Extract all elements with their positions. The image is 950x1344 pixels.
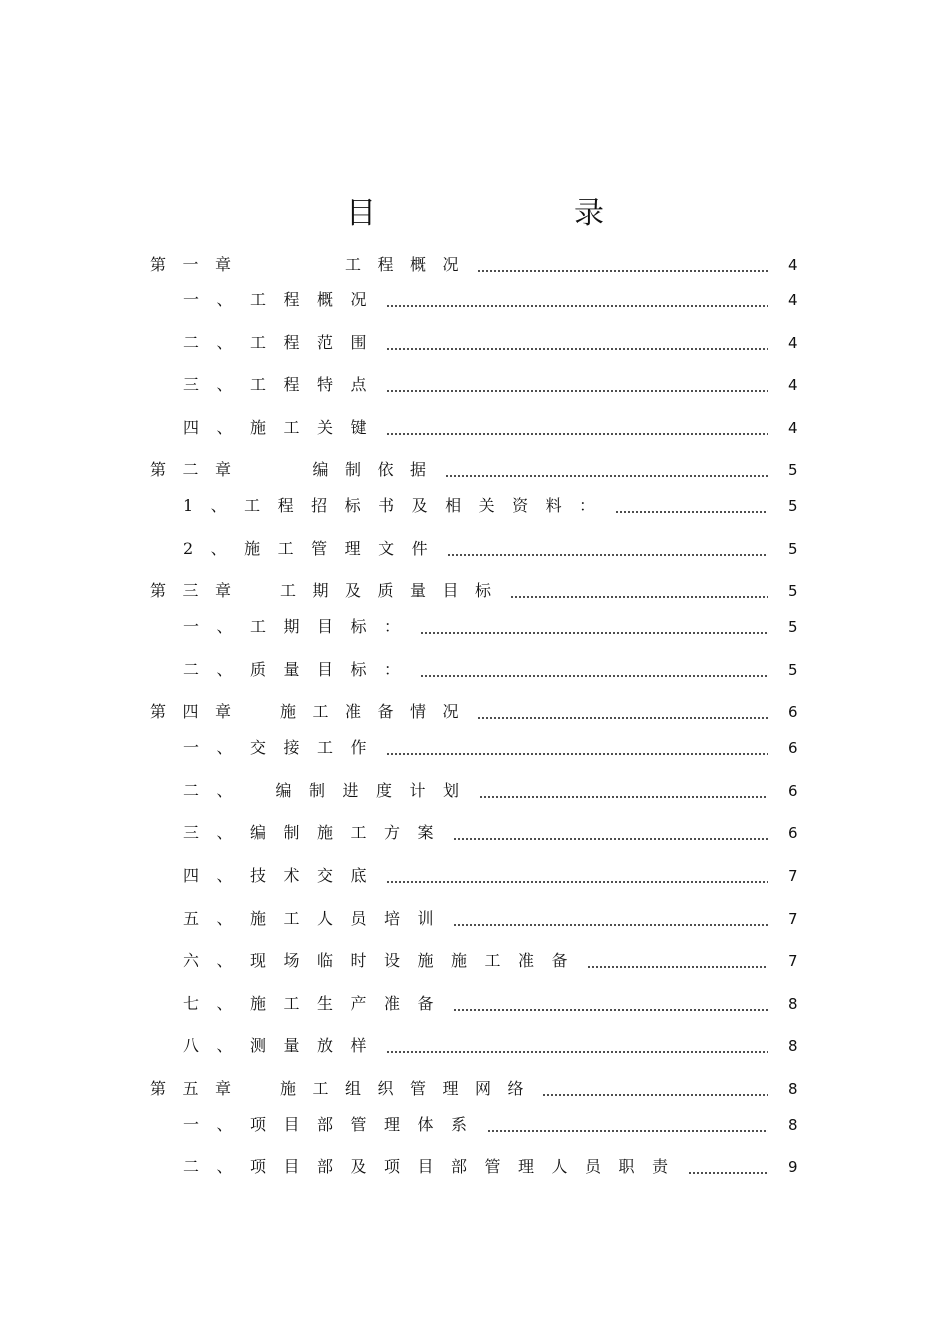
dot-leader xyxy=(688,1172,768,1174)
dot-leader xyxy=(386,390,768,392)
toc-entry[interactable] xyxy=(183,331,796,355)
toc-entry-text: 一、工程概况 xyxy=(183,290,385,309)
toc-entry-text: 一、项目部管理体系 xyxy=(183,1115,485,1134)
toc-entry-text: 一、工期目标： xyxy=(183,617,418,636)
toc-entry[interactable] xyxy=(183,537,796,561)
dot-leader xyxy=(542,1094,768,1096)
dot-leader xyxy=(420,632,768,634)
toc-entry[interactable] xyxy=(183,992,796,1016)
toc-entry-text: 四、施工关键 xyxy=(183,418,385,437)
toc-page-number: 4 xyxy=(788,256,798,274)
toc-entry[interactable] xyxy=(150,253,796,277)
toc-entry[interactable] xyxy=(183,615,796,639)
dot-leader xyxy=(453,838,768,840)
toc-entry[interactable] xyxy=(183,779,796,803)
toc-entry[interactable] xyxy=(150,458,796,482)
toc-page-number: 5 xyxy=(788,497,798,515)
toc-entry[interactable] xyxy=(183,1155,796,1179)
dot-leader xyxy=(386,881,768,883)
toc-page-number: 9 xyxy=(788,1158,798,1176)
dot-leader xyxy=(477,717,768,719)
dot-leader xyxy=(487,1130,768,1132)
toc-page-number: 6 xyxy=(788,703,798,721)
toc-title: 目 录 xyxy=(346,196,650,231)
toc-entry[interactable] xyxy=(183,1034,796,1058)
toc-entry-text: 三、编制施工方案 xyxy=(183,823,452,842)
toc-page-number: 5 xyxy=(788,461,798,479)
toc-entry-text: 七、施工生产准备 xyxy=(183,994,452,1013)
toc-entry[interactable] xyxy=(150,1077,796,1101)
toc-page-number: 4 xyxy=(788,419,798,437)
dot-leader xyxy=(510,596,768,598)
toc-page-number: 4 xyxy=(788,291,798,309)
toc-page-number: 7 xyxy=(788,952,798,970)
toc-entry[interactable] xyxy=(183,736,796,760)
toc-entry-text: 二、工程范围 xyxy=(183,333,385,352)
toc-page-number: 8 xyxy=(788,1037,798,1055)
toc-entry-text: 二、质量目标： xyxy=(183,660,418,679)
dot-leader xyxy=(453,1009,768,1011)
dot-leader xyxy=(447,554,768,556)
toc-page-number: 5 xyxy=(788,582,798,600)
toc-entry-text: 二、 编制进度计划 xyxy=(183,781,477,800)
toc-entry[interactable] xyxy=(183,494,796,518)
toc-page-number: 7 xyxy=(788,910,798,928)
toc-page-number: 7 xyxy=(788,867,798,885)
toc-entry[interactable] xyxy=(183,373,796,397)
toc-entry[interactable] xyxy=(183,949,796,973)
dot-leader xyxy=(477,270,768,272)
dot-leader xyxy=(445,475,768,477)
toc-page-number: 5 xyxy=(788,661,798,679)
toc-page-number: 6 xyxy=(788,824,798,842)
toc-entry-text: 第四章 施工准备情况 xyxy=(150,702,476,721)
toc-page-number: 8 xyxy=(788,1080,798,1098)
toc-entry[interactable] xyxy=(183,658,796,682)
dot-leader xyxy=(386,305,768,307)
toc-entry[interactable] xyxy=(150,700,796,724)
toc-page-number: 8 xyxy=(788,1116,798,1134)
dot-leader xyxy=(615,511,768,513)
toc-entry[interactable] xyxy=(150,579,796,603)
toc-entry-text: 四、技术交底 xyxy=(183,866,385,885)
toc-page-number: 4 xyxy=(788,376,798,394)
toc-entry-text: 第二章 编制依据 xyxy=(150,460,443,479)
dot-leader xyxy=(386,1051,768,1053)
toc-entry-text: 第三章 工期及质量目标 xyxy=(150,581,508,600)
dot-leader xyxy=(479,796,768,798)
toc-page-number: 5 xyxy=(788,540,798,558)
toc-entry[interactable] xyxy=(183,288,796,312)
toc-entry-text: 1、工程招标书及相关资料： xyxy=(183,496,613,515)
toc-entry-text: 第一章 工程概况 xyxy=(150,255,476,274)
toc-entry[interactable] xyxy=(183,821,796,845)
toc-entry[interactable] xyxy=(183,907,796,931)
toc-entry[interactable] xyxy=(183,1113,796,1137)
toc-entry-text: 二、项目部及项目部管理人员职责 xyxy=(183,1157,686,1176)
dot-leader xyxy=(386,433,768,435)
dot-leader xyxy=(386,753,768,755)
toc-entry-text: 八、测量放样 xyxy=(183,1036,385,1055)
dot-leader xyxy=(587,966,768,968)
toc-page-number: 5 xyxy=(788,618,798,636)
dot-leader xyxy=(386,348,768,350)
toc-page-number: 8 xyxy=(788,995,798,1013)
toc-entry-text: 一、交接工作 xyxy=(183,738,385,757)
toc-entry[interactable] xyxy=(183,864,796,888)
toc-entry-text: 三、工程特点 xyxy=(183,375,385,394)
toc-entry-text: 六、现场临时设施施工准备 xyxy=(183,951,586,970)
toc-page-number: 6 xyxy=(788,782,798,800)
dot-leader xyxy=(453,924,768,926)
toc-entry-text: 2、施工管理文件 xyxy=(183,539,446,558)
toc-entry-text: 第五章 施工组织管理网络 xyxy=(150,1079,541,1098)
toc-entry-text: 五、施工人员培训 xyxy=(183,909,452,928)
toc-entry[interactable] xyxy=(183,416,796,440)
toc-page-number: 4 xyxy=(788,334,798,352)
dot-leader xyxy=(420,675,768,677)
toc-page-number: 6 xyxy=(788,739,798,757)
